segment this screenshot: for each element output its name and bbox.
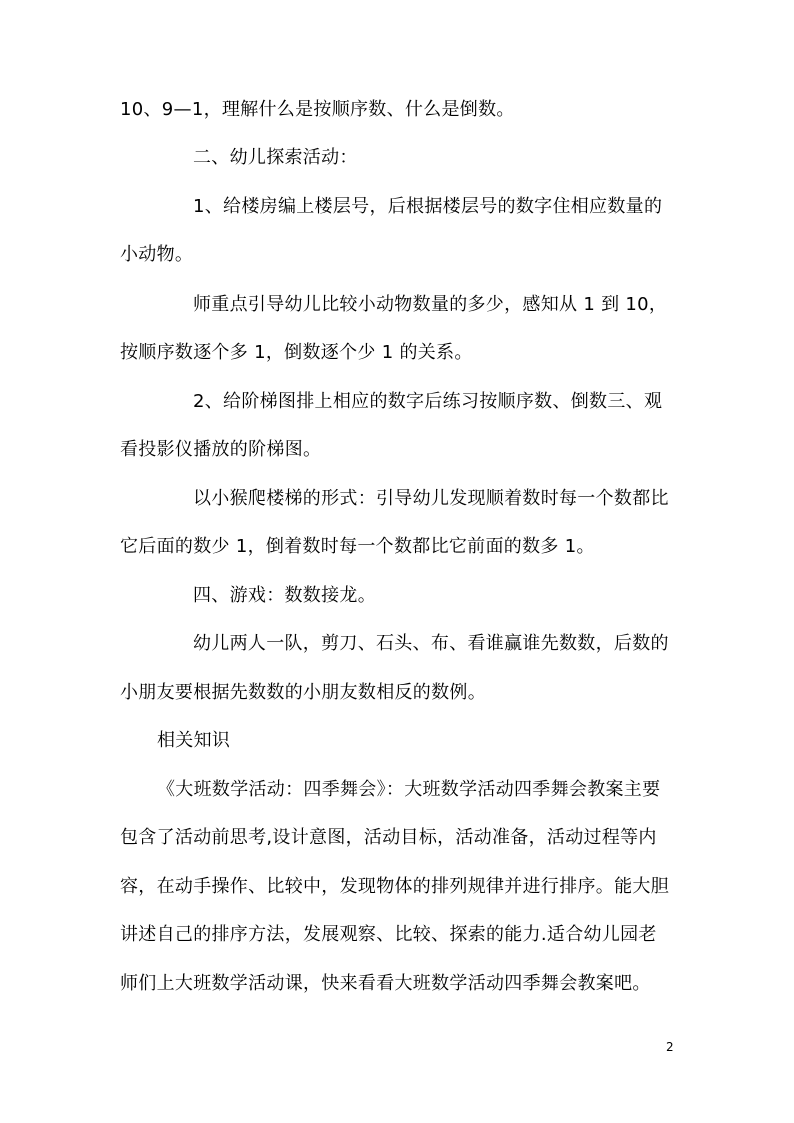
paragraph-line: 按顺序数逐个多 1，倒数逐个少 1 的关系。 [120,342,473,363]
paragraph-line: 讲述自己的排序方法，发展观察、比较、探索的能力.适合幼儿园老 [120,924,657,945]
section-heading: 二、幼儿探索活动： [193,147,358,168]
section-heading: 四、游戏：数数接龙。 [193,585,376,606]
paragraph-line: 包含了活动前思考,设计意图，活动目标，活动准备，活动过程等内 [120,827,657,848]
paragraph-line: 以小猴爬楼梯的形式：引导幼儿发现顺着数时每一个数都比 [193,488,669,509]
paragraph-line: 小动物。 [120,244,194,265]
page-number: 2 [666,1040,674,1054]
paragraph-line: 10、9—1，理解什么是按顺序数、什么是倒数。 [120,99,515,120]
paragraph-line: 它后面的数少 1，倒着数时每一个数都比它前面的数多 1。 [120,536,595,557]
paragraph-line: 2、给阶梯图排上相应的数字后练习按顺序数、倒数三、观 [193,391,663,412]
paragraph-line: 容，在动手操作、比较中，发现物体的排列规律并进行排序。能大胆 [120,876,669,897]
paragraph-line: 《大班数学活动：四季舞会》：大班数学活动四季舞会教案主要 [157,779,661,800]
paragraph-line: 师们上大班数学活动课，快来看看大班数学活动四季舞会教案吧。 [120,973,651,994]
paragraph-line: 幼儿两人一队，剪刀、石头、布、看谁赢谁先数数，后数的 [193,633,669,654]
paragraph-line: 看投影仪播放的阶梯图。 [120,439,322,460]
paragraph-line: 小朋友要根据先数数的小朋友数相反的数例。 [120,682,486,703]
paragraph-line: 师重点引导幼儿比较小动物数量的多少，感知从 1 到 10， [193,294,668,315]
section-heading: 相关知识 [157,730,231,751]
paragraph-line: 1、给楼房编上楼层号，后根据楼层号的数字住相应数量的 [193,196,663,217]
